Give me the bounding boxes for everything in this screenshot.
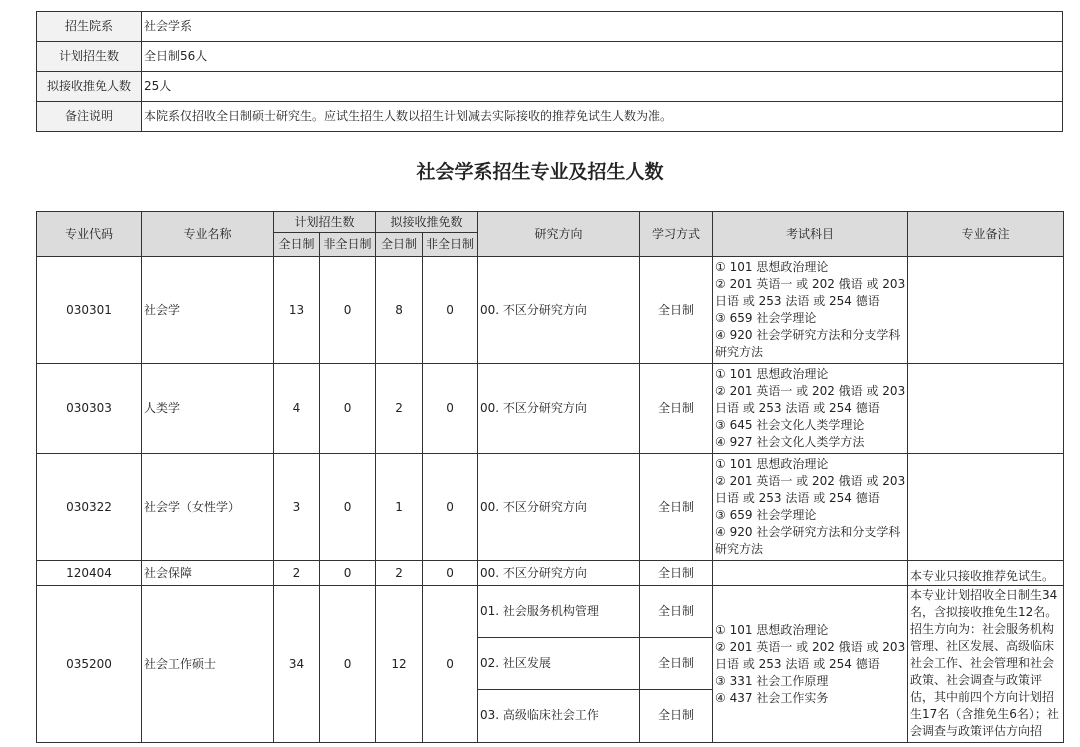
major-name: 社会学 <box>142 257 274 364</box>
research-direction: 02. 社区发展 <box>478 637 640 689</box>
plan-full: 34 <box>274 586 320 743</box>
exam-subject-line: ② 201 英语一 或 202 俄语 或 203 <box>715 277 906 291</box>
major-code: 030301 <box>37 257 142 364</box>
tuimian-nonfull: 0 <box>423 454 478 561</box>
tuimian-nonfull: 0 <box>423 561 478 586</box>
header-plan-nonfull: 非全日制 <box>320 233 376 257</box>
exam-subjects <box>713 561 908 586</box>
exam-subjects <box>713 586 908 743</box>
tuimian-full: 2 <box>376 364 423 454</box>
tuimian-full: 12 <box>376 586 423 743</box>
majors-table <box>36 211 1064 743</box>
plan-full: 13 <box>274 257 320 364</box>
exam-subject-line: ② 201 英语一 或 202 俄语 或 203 <box>715 474 906 488</box>
study-mode: 全日制 <box>640 561 713 586</box>
study-mode: 全日制 <box>640 257 713 364</box>
exam-subject-line: ③ 645 社会文化人类学理论 <box>715 418 865 432</box>
exam-subject-line: ① 101 思想政治理论 <box>715 260 829 274</box>
exam-subject-line: ① 101 思想政治理论 <box>715 457 829 471</box>
study-mode: 全日制 <box>640 637 713 689</box>
info-value: 社会学系 <box>142 12 1063 42</box>
major-remark <box>908 454 1064 561</box>
tuimian-full: 1 <box>376 454 423 561</box>
research-direction: 03. 高级临床社会工作 <box>478 689 640 742</box>
exam-subject-line: ④ 437 社会工作实务 <box>715 690 829 705</box>
tuimian-full: 8 <box>376 257 423 364</box>
exam-subject-line: ③ 659 社会学理论 <box>715 311 817 325</box>
table-row <box>37 364 1064 454</box>
plan-nonfull: 0 <box>320 586 376 743</box>
research-direction: 00. 不区分研究方向 <box>478 561 640 586</box>
tuimian-full: 2 <box>376 561 423 586</box>
major-remark <box>908 586 1064 743</box>
major-code: 120404 <box>37 561 142 586</box>
study-mode: 全日制 <box>640 364 713 454</box>
research-direction: 00. 不区分研究方向 <box>478 257 640 364</box>
plan-nonfull: 0 <box>320 364 376 454</box>
header-direction: 研究方向 <box>478 212 640 257</box>
exam-subject-line: 研究方法 <box>715 542 764 556</box>
page-title: 社会学系招生专业及招生人数 <box>416 161 664 183</box>
tuimian-nonfull: 0 <box>423 586 478 743</box>
study-mode: 全日制 <box>640 586 713 638</box>
info-row <box>37 102 1063 132</box>
plan-full: 2 <box>274 561 320 586</box>
major-code: 030322 <box>37 454 142 561</box>
info-row <box>37 42 1063 72</box>
major-code: 035200 <box>37 586 142 743</box>
info-value: 全日制56人 <box>142 42 1063 72</box>
table-row <box>37 257 1064 364</box>
exam-subject-line: ④ 920 社会学研究方法和分支学科 <box>715 525 901 539</box>
exam-subjects <box>713 454 908 561</box>
info-label: 备注说明 <box>37 102 142 132</box>
plan-full: 3 <box>274 454 320 561</box>
header-code: 专业代码 <box>37 212 142 257</box>
exam-subject-line: 日语 或 253 法语 或 254 德语 <box>715 656 880 671</box>
table-row <box>37 586 1064 638</box>
major-name: 社会学（女性学） <box>142 454 274 561</box>
header-tuimian: 拟接收推免数 <box>376 212 478 233</box>
major-remark-text: 本专业计划招收全日制生34名，含拟接收推免生12名。招生方向为：社会服务机构管理、社区发展、高级临床社会工作、社会管理和社会政策、社会调查与政策评估，其中前四个方向计划招生17名（含推免生6名）；社会调查与政策评估方向招 <box>910 588 1059 738</box>
header-name: 专业名称 <box>142 212 274 257</box>
exam-subject-line: ② 201 英语一 或 202 俄语 或 203 <box>715 384 906 398</box>
exam-subject-line: 日语 或 253 法语 或 254 德语 <box>715 491 880 505</box>
exam-subject-line: 日语 或 253 法语 或 254 德语 <box>715 401 880 415</box>
plan-nonfull: 0 <box>320 257 376 364</box>
exam-subject-line: ① 101 思想政治理论 <box>715 622 829 637</box>
tuimian-nonfull: 0 <box>423 364 478 454</box>
header-remark: 专业备注 <box>908 212 1064 257</box>
major-code: 030303 <box>37 364 142 454</box>
exam-subject-line: 日语 或 253 法语 或 254 德语 <box>715 294 880 308</box>
major-remark <box>908 257 1064 364</box>
research-direction: 01. 社会服务机构管理 <box>478 586 640 638</box>
table-row <box>37 454 1064 561</box>
study-mode: 全日制 <box>640 454 713 561</box>
exam-subject-line: ③ 331 社会工作原理 <box>715 673 829 688</box>
exam-subject-line: ④ 920 社会学研究方法和分支学科 <box>715 328 901 342</box>
major-remark <box>908 364 1064 454</box>
major-name: 人类学 <box>142 364 274 454</box>
exam-subject-line: ③ 659 社会学理论 <box>715 508 817 522</box>
info-row <box>37 72 1063 102</box>
tuimian-nonfull: 0 <box>423 257 478 364</box>
exam-subject-line: ① 101 思想政治理论 <box>715 367 829 381</box>
research-direction: 00. 不区分研究方向 <box>478 364 640 454</box>
exam-subjects <box>713 257 908 364</box>
info-row <box>37 12 1063 42</box>
exam-subject-line: ② 201 英语一 或 202 俄语 或 203 <box>715 639 906 654</box>
research-direction: 00. 不区分研究方向 <box>478 454 640 561</box>
exam-subject-line: 研究方法 <box>715 345 764 359</box>
major-remark: 本专业只接收推荐免试生。 <box>908 561 1064 586</box>
header-subjects: 考试科目 <box>713 212 908 257</box>
plan-nonfull: 0 <box>320 454 376 561</box>
header-tm-nonfull: 非全日制 <box>423 233 478 257</box>
study-mode: 全日制 <box>640 689 713 742</box>
info-label: 招生院系 <box>37 12 142 42</box>
admission-info-table <box>36 11 1063 132</box>
header-tm-full: 全日制 <box>376 233 423 257</box>
header-plan-full: 全日制 <box>274 233 320 257</box>
info-label: 计划招生数 <box>37 42 142 72</box>
header-plan: 计划招生数 <box>274 212 376 233</box>
info-label: 拟接收推免人数 <box>37 72 142 102</box>
major-name: 社会保障 <box>142 561 274 586</box>
plan-full: 4 <box>274 364 320 454</box>
table-row <box>37 561 1064 586</box>
header-mode: 学习方式 <box>640 212 713 257</box>
info-value: 本院系仅招收全日制硕士研究生。应试生招生人数以招生计划减去实际接收的推荐免试生人数为准。 <box>142 102 1063 132</box>
major-name: 社会工作硕士 <box>142 586 274 743</box>
plan-nonfull: 0 <box>320 561 376 586</box>
info-value: 25人 <box>142 72 1063 102</box>
exam-subject-line: ④ 927 社会文化人类学方法 <box>715 435 865 449</box>
exam-subjects <box>713 364 908 454</box>
